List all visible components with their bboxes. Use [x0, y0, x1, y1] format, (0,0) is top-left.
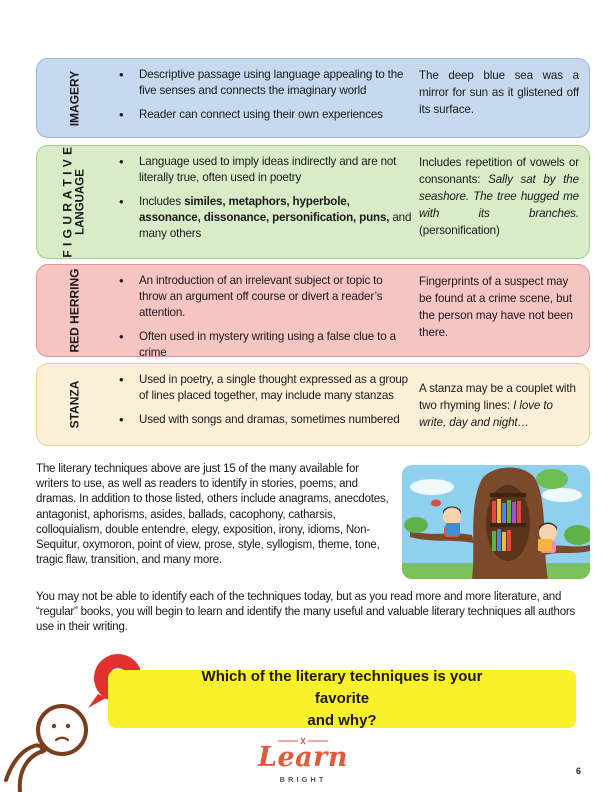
example-prefix: A stanza may be a couplet with two rhyming lines: [419, 382, 576, 412]
technique-card-imagery [36, 58, 590, 138]
technique-label [37, 59, 113, 137]
technique-bullets [113, 265, 413, 359]
bullet-item: • Descriptive passage using language appealing to the five senses and connects the imaginary world [113, 67, 413, 99]
logo-subtitle: BRIGHT [279, 775, 327, 784]
bullet-prefix: Includes [139, 195, 185, 208]
label-line-1: F I G U R A T I V E [61, 146, 76, 258]
bullet-bold-terms: similes, metaphors, hyperbole, assonance, dissonance, personification, puns, [139, 195, 390, 224]
technique-label [37, 364, 113, 445]
bullet-suffix: and many others [139, 211, 412, 240]
question-line-1: Which of the literary techniques is your favorite [201, 668, 483, 707]
technique-card-stanza [36, 363, 590, 446]
bullet-item: • Language used to imply ideas indirectly and are not literally true, often used in poetry [113, 154, 413, 186]
technique-example [413, 364, 585, 445]
technique-card-figurative-language [36, 145, 590, 259]
bullet-item: • An introduction of an irrelevant subject or topic to throw an argument off course or divert a reader’s attention. [113, 273, 413, 321]
technique-label-text: RED HERRING [67, 268, 82, 353]
bullet-item: • Often used in mystery writing using a false clue to a crime [113, 329, 413, 361]
example-suffix: (personification) [419, 224, 500, 237]
body-paragraph-2: You may not be able to identify each of the techniques today, but as you read more and more literature, and “regular” books, you will begin to learn and identify the many useful and valuable literary techniques all authors use in their writing. [36, 591, 576, 634]
technique-label-text [62, 146, 88, 257]
bullet-item: • Used in poetry, a single thought expressed as a group of lines placed together, may include many stanzas [113, 372, 413, 404]
discussion-question [177, 666, 507, 732]
technique-example [413, 146, 585, 258]
technique-label [37, 146, 113, 258]
example-italic: Sally sat by the seashore. The tree hugged me with its branches. [419, 173, 579, 220]
logo-word: Learn [257, 742, 348, 773]
technique-example: The deep blue sea was a mirror for sun as it glistened off its surface. [419, 69, 579, 116]
technique-label-text: IMAGERY [67, 70, 82, 126]
technique-card-red-herring [36, 264, 590, 357]
technique-label-text: STANZA [67, 380, 82, 429]
page-number: 6 [576, 766, 582, 776]
technique-bullets [113, 364, 413, 445]
question-line-2: and why? [307, 712, 377, 729]
example-italic: I love to write, day and night… [419, 399, 553, 429]
technique-bullets [113, 59, 413, 137]
bullet-item: • Reader can connect using their own experiences [113, 107, 413, 123]
discussion-question-banner [108, 670, 576, 728]
technique-example: Fingerprints of a suspect may be found at a crime scene, but the person may have not been there. [419, 275, 573, 339]
kids-reading-tree-illustration [402, 465, 590, 579]
example-prefix: Includes repetition of vowels or consonants: [419, 156, 579, 186]
label-line-2: LANGUAGE [75, 169, 88, 235]
bullet-item: • Used with songs and dramas, sometimes numbered [113, 412, 413, 428]
body-paragraph-1: The literary techniques above are just 15 of the many available for writers to use, as well as readers to identify in stories, poems, and dramas. In addition to those listed, others include anagrams, anecdotes, antagonist, aphorisms, asides, ballads, cacophony, catharsis, colloquialism, double entendre, elegy, exposition, irony, idioms, Non-Sequitur, oxymoron, point of view, prose, style, syllogism, theme, tone, tragic flaw, transition, and many more. [36, 463, 389, 567]
learn-bright-logo [248, 736, 358, 784]
bullet-item [113, 194, 413, 242]
technique-bullets [113, 146, 413, 258]
technique-label [37, 265, 113, 356]
